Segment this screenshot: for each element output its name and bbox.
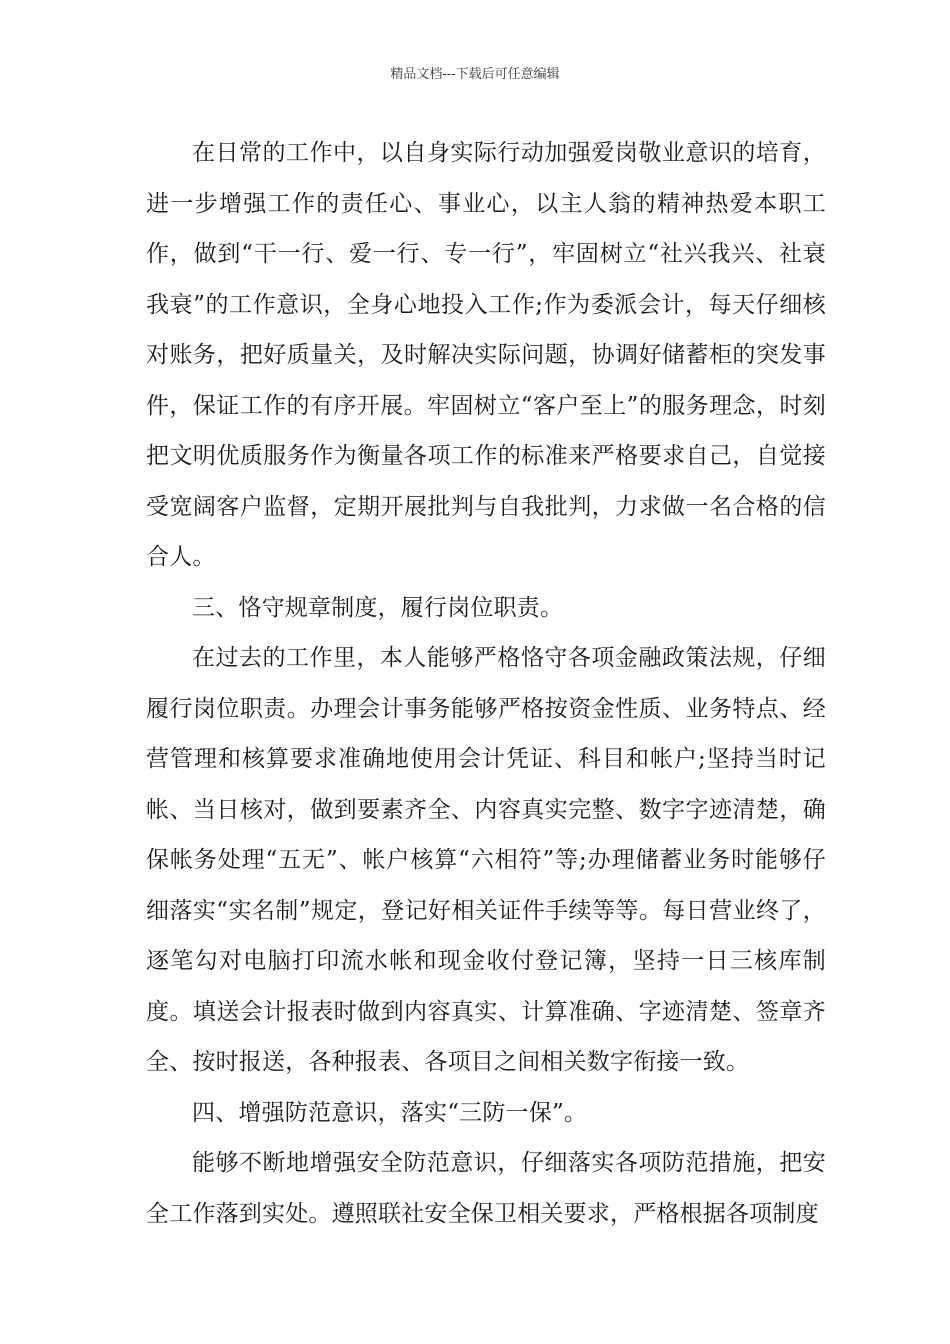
document-body (146, 128, 826, 1239)
page-header: 精品文档---下载后可任意编辑 (390, 67, 560, 82)
paragraph-duties: 在过去的工作里，本人能够严格恪守各项金融政策法规，仔细履行岗位职责。办理会计事务能够严格按资金性质、业务特点、经营管理和核算要求准确地使用会计凭证、科目和帐户;坚持当时记帐、当日核对，做到要素齐全、内容真实完整、数字字迹清楚，确保帐务处理“五无”、帐户核算“六相符”等;办理储蓄业务时能够仔细落实“实名制”规定，登记好相关证件手续等等。每日营业终了，逐笔勾对电脑打印流水帐和现金收付登记簿，坚持一日三核库制度。填送会计报表时做到内容真实、计算准确、字迹清楚、签章齐全、按时报送，各种报表、各项目之间相关数字衔接一致。 (146, 645, 826, 1075)
paragraph-work-attitude: 在日常的工作中，以自身实际行动加强爱岗敬业意识的培育，进一步增强工作的责任心、事业心，以主人翁的精神热爱本职工作，做到“干一行、爱一行、专一行”，牢固树立“社兴我兴、社衰我衰”的工作意识，全身心地投入工作;作为委派会计，每天仔细核对账务，把好质量关，及时解决实际问题，协调好储蓄柜的突发事件，保证工作的有序开展。牢固树立“客户至上”的服务理念，时刻把文明优质服务作为衡量各项工作的标准来严格要求自己，自觉接受宽阔客户监督，定期开展批判与自我批判，力求做一名合格的信合人。 (146, 140, 826, 570)
paragraph-security: 能够不断地增强安全防范意识，仔细落实各项防范措施，把安全工作落到实处。遵照联社安全保卫相关要求，严格根据各项制度 (146, 1150, 826, 1227)
section-heading-security: 四、增强防范意识，落实“三防一保”。 (192, 1099, 588, 1126)
section-heading-rules: 三、恪守规章制度，履行岗位职责。 (192, 594, 564, 621)
